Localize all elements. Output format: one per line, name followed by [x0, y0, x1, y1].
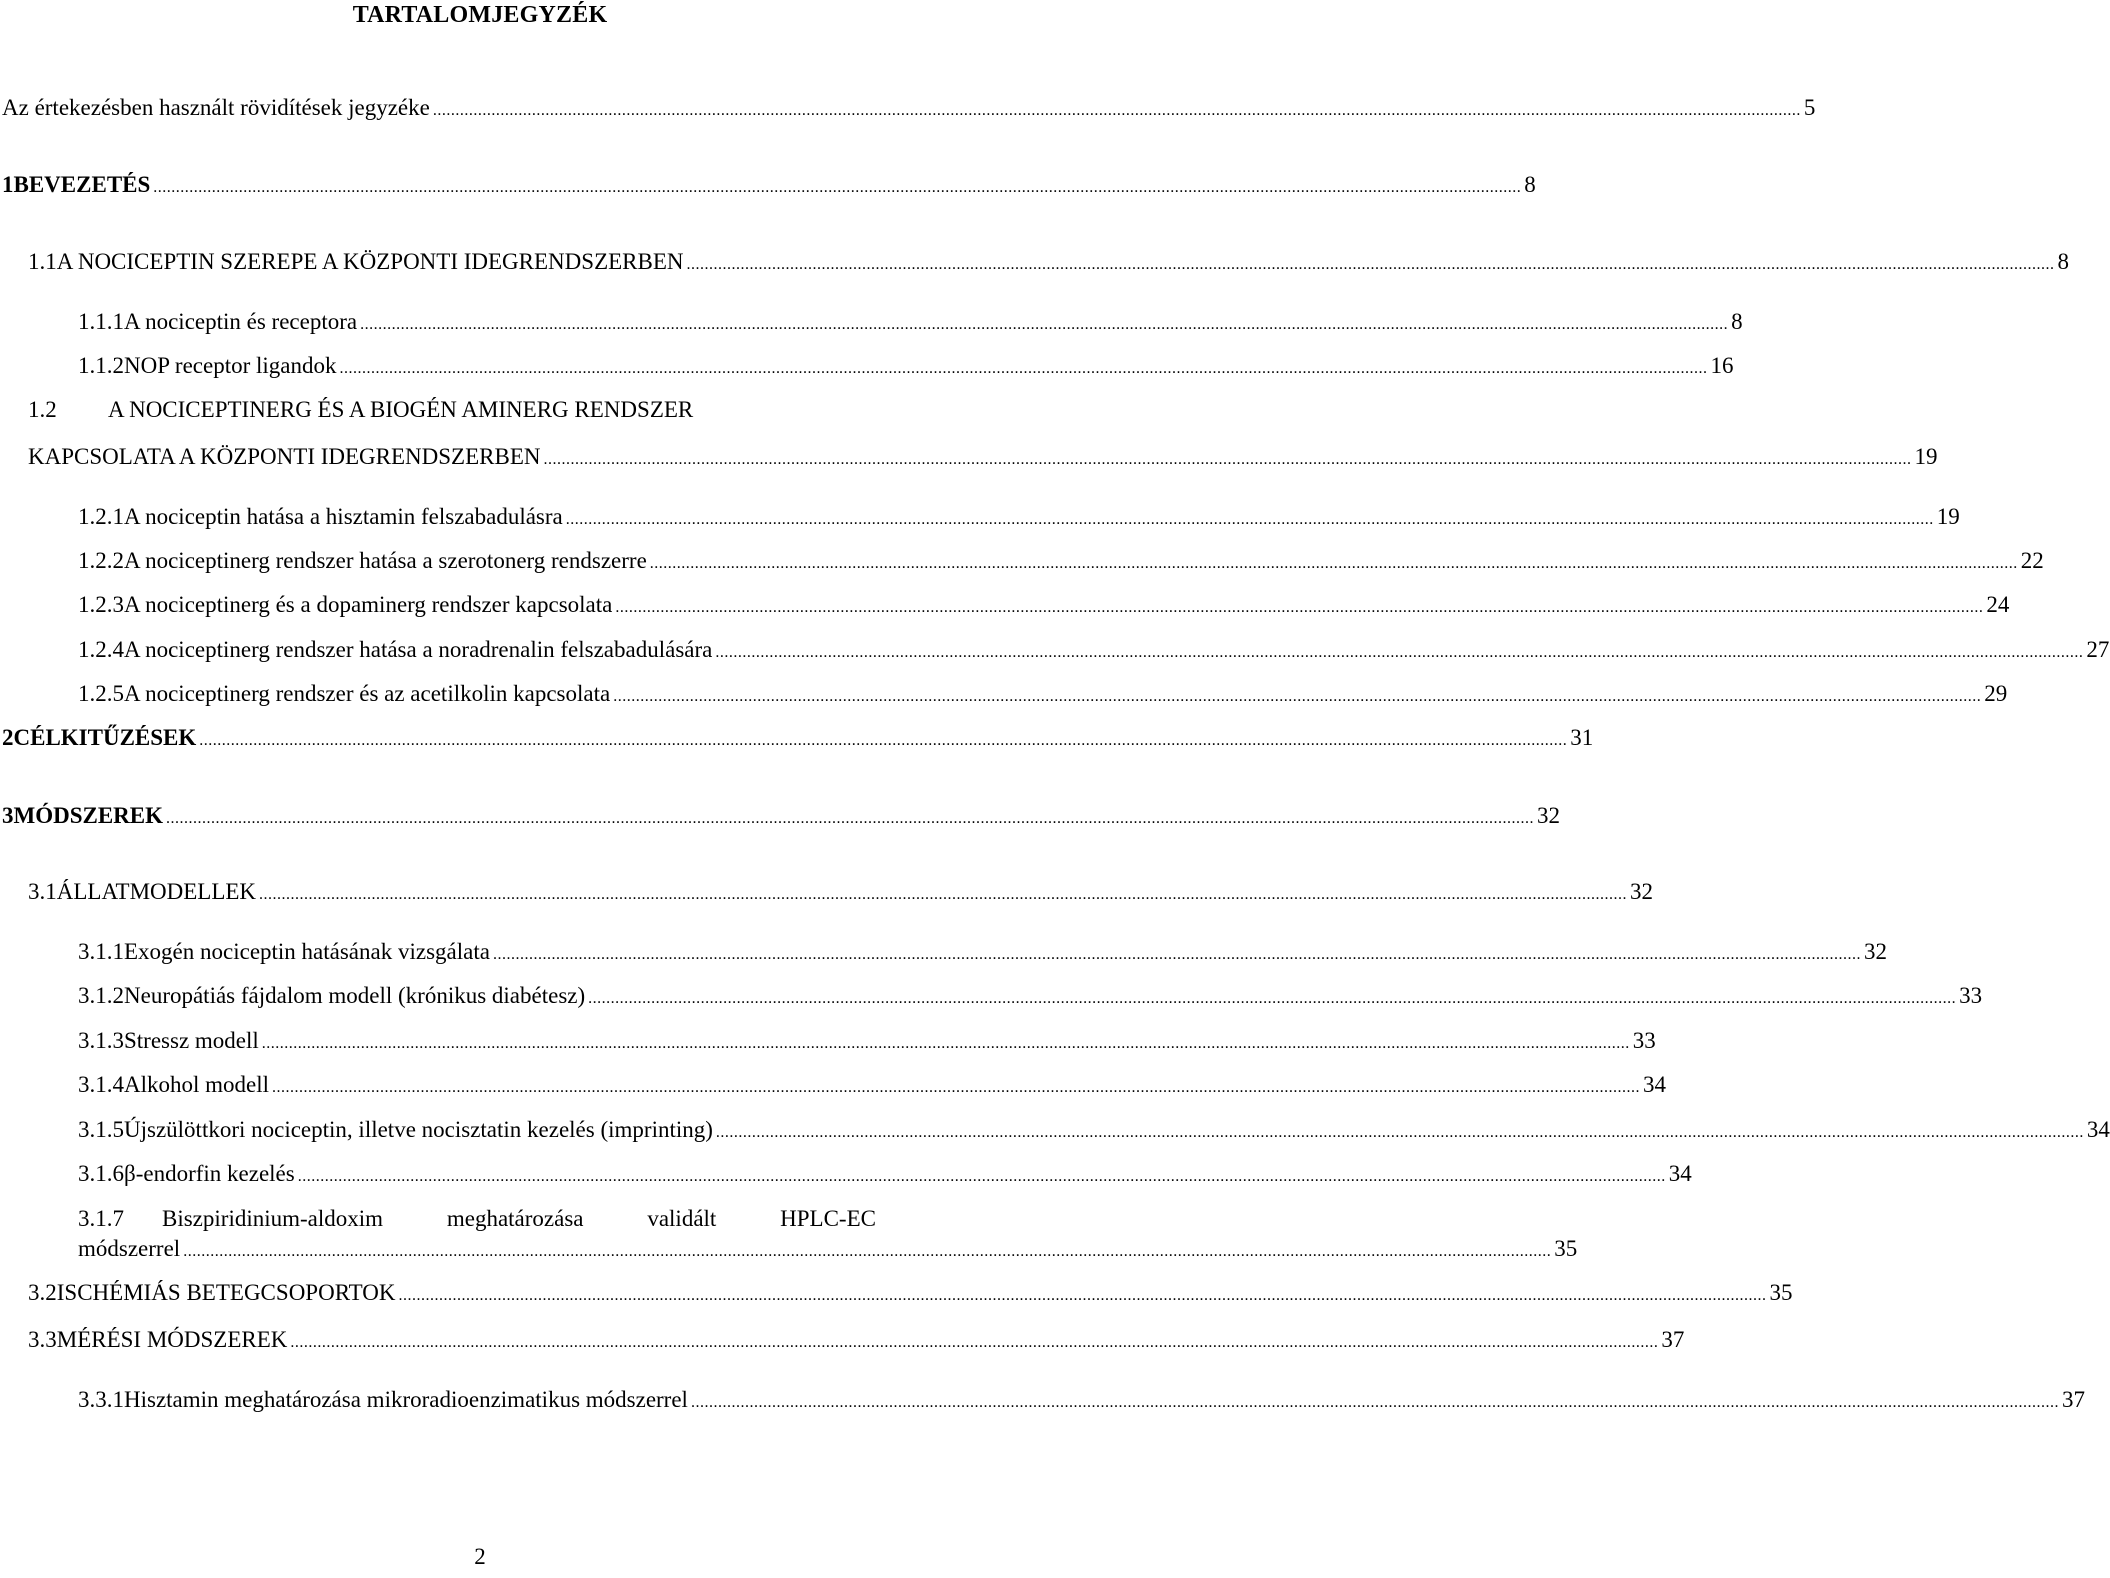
toc-entry-1-2-line2[interactable] — [28, 442, 1938, 472]
dot-leader — [399, 1281, 1767, 1311]
dot-leader — [153, 173, 1521, 203]
toc-entry-page: 5 — [1803, 95, 1816, 120]
toc-entry-page: 8 — [2057, 249, 2070, 274]
toc-entry-text: A nociceptin és receptora — [124, 309, 358, 334]
toc-entry-text: A NOCICEPTIN SZEREPE A KÖZPONTI IDEGRENDSZERBEN — [56, 249, 684, 274]
toc-entry-text: A nociceptin hatása a hisztamin felszabadulásra — [124, 504, 563, 529]
toc-entry-page: 33 — [1959, 983, 1983, 1008]
toc-entry-number: 1.1.2 — [78, 353, 124, 378]
toc-entry-number: 3.3.1 — [78, 1387, 124, 1412]
toc-entry-3-1-7-line2[interactable] — [78, 1234, 1578, 1264]
toc-entry-text: ISCHÉMIÁS BETEGCSOPORTOK — [56, 1280, 396, 1305]
toc-entry-abbreviations[interactable] — [2, 93, 1816, 123]
toc-entry-text: A nociceptinerg és a dopaminerg rendszer kapcsolata — [124, 592, 613, 617]
toc-entry-page: 32 — [1630, 879, 1654, 904]
toc-entry-number: 3.1.4 — [78, 1072, 124, 1097]
toc-entry-number: 3.1.7 — [78, 1206, 124, 1231]
toc-entry-number: 1.2 — [28, 397, 57, 422]
toc-entry-page: 31 — [1570, 725, 1594, 750]
toc-entry-2[interactable] — [2, 723, 1594, 753]
toc-entry-text: BEVEZETÉS — [13, 172, 151, 197]
toc-entry-page: 37 — [1661, 1327, 1685, 1352]
toc-entry-1[interactable] — [2, 170, 1536, 200]
dot-leader — [715, 638, 2083, 668]
toc-entry-page: 8 — [1524, 172, 1536, 197]
dot-leader — [613, 682, 1981, 712]
toc-entry-number: 3.3 — [28, 1327, 57, 1352]
toc-entry-1-2-1[interactable] — [78, 502, 1960, 532]
toc-entry-word: HPLC-EC — [780, 1206, 876, 1231]
toc-entry-text: A nociceptinerg rendszer hatása a szerotonerg rendszerre — [124, 548, 647, 573]
toc-entry-number: 3.1.6 — [78, 1161, 124, 1186]
dot-leader — [199, 726, 1567, 756]
toc-entry-page: 37 — [2061, 1387, 2085, 1412]
toc-entry-3-1-7-line1[interactable] — [78, 1204, 876, 1234]
toc-entry-text-justified — [162, 1204, 876, 1234]
toc-entry-1-2-5[interactable] — [78, 679, 2008, 709]
toc-entry-page: 34 — [1643, 1072, 1667, 1097]
toc-entry-3[interactable] — [2, 801, 1561, 831]
toc-entry-page: 35 — [1554, 1236, 1578, 1261]
toc-entry-3-1-1[interactable] — [78, 937, 1887, 967]
toc-entry-text: Alkohol modell — [124, 1072, 270, 1097]
toc-entry-text: Neuropátiás fájdalom modell (krónikus diabétesz) — [124, 983, 586, 1008]
toc-entry-1-2-2[interactable] — [78, 546, 2044, 576]
toc-entry-number: 3.1.3 — [78, 1028, 124, 1053]
dot-leader — [262, 1029, 1630, 1059]
toc-entry-1-2-line1[interactable] — [28, 395, 693, 425]
dot-leader — [360, 310, 1728, 340]
dot-leader — [290, 1328, 1658, 1358]
toc-entry-1-2-3[interactable] — [78, 590, 2010, 620]
toc-entry-page: 34 — [2086, 1117, 2110, 1142]
toc-entry-page: 34 — [1668, 1161, 1692, 1186]
toc-entry-page: 35 — [1769, 1280, 1793, 1305]
toc-entry-text: Stressz modell — [124, 1028, 259, 1053]
toc-entry-number: 1 — [2, 172, 14, 197]
toc-entry-text: NOP receptor ligandok — [124, 353, 337, 378]
toc-entry-number: 3 — [2, 803, 14, 828]
toc-entry-text: KAPCSOLATA A KÖZPONTI IDEGRENDSZERBEN — [28, 444, 541, 469]
dot-leader — [166, 804, 1534, 834]
toc-entry-3-3-1[interactable] — [78, 1385, 2085, 1415]
toc-entry-page: 24 — [1986, 592, 2010, 617]
toc-entry-number: 3.1.1 — [78, 939, 124, 964]
toc-entry-text: MÓDSZEREK — [13, 803, 164, 828]
toc-entry-number: 3.1.5 — [78, 1117, 124, 1142]
dot-leader — [566, 505, 1934, 535]
dot-leader — [259, 880, 1627, 910]
dot-leader — [272, 1073, 1640, 1103]
dot-leader — [691, 1388, 2059, 1418]
toc-entry-number: 3.1 — [28, 879, 57, 904]
toc-entry-number: 1.2.3 — [78, 592, 124, 617]
toc-entry-text: Az értekezésben használt rövidítések jegyzéke — [2, 95, 430, 120]
toc-entry-text: MÉRÉSI MÓDSZEREK — [56, 1327, 288, 1352]
toc-entry-3-2[interactable] — [28, 1278, 1793, 1308]
toc-entry-text: Újszülöttkori nociceptin, illetve nocisztatin kezelés (imprinting) — [124, 1117, 713, 1142]
toc-entry-number: 3.2 — [28, 1280, 57, 1305]
dot-leader — [687, 250, 2055, 280]
toc-entry-3-1-5[interactable] — [78, 1115, 2110, 1145]
dot-leader — [544, 445, 1912, 475]
toc-entry-1-1-2[interactable] — [78, 351, 1734, 381]
dot-leader — [493, 940, 1861, 970]
toc-title: TARTALOMJEGYZÉK — [352, 2, 608, 28]
toc-entry-text: β-endorfin kezelés — [124, 1161, 295, 1186]
toc-entry-word: Biszpiridinium-aldoxim — [162, 1206, 384, 1231]
toc-entry-number: 1.1 — [28, 249, 57, 274]
toc-entry-3-1-6[interactable] — [78, 1159, 1692, 1189]
toc-entry-page: 32 — [1863, 939, 1887, 964]
toc-entry-page: 8 — [1731, 309, 1743, 334]
dot-leader — [298, 1162, 1666, 1192]
toc-entry-3-1-4[interactable] — [78, 1070, 1667, 1100]
toc-entry-number: 1.2.2 — [78, 548, 124, 573]
toc-entry-page: 32 — [1537, 803, 1561, 828]
toc-entry-text: Hisztamin meghatározása mikroradioenzimatikus módszerrel — [124, 1387, 688, 1412]
toc-entry-text: Exogén nociceptin hatásának vizsgálata — [124, 939, 490, 964]
toc-entry-1-1[interactable] — [28, 247, 2070, 277]
toc-entry-number: 1.2.4 — [78, 637, 124, 662]
toc-entry-number: 1.1.1 — [78, 309, 124, 334]
toc-entry-page: 27 — [2086, 637, 2110, 662]
dot-leader — [183, 1237, 1551, 1267]
toc-entry-number: 2 — [2, 725, 14, 750]
toc-entry-1-1-1[interactable] — [78, 307, 1743, 337]
dot-leader — [716, 1118, 2084, 1148]
toc-entry-word: validált — [647, 1206, 717, 1231]
toc-entry-3-1-2[interactable] — [78, 981, 1983, 1011]
toc-entry-3-3[interactable] — [28, 1325, 1685, 1355]
toc-entry-text: ÁLLATMODELLEK — [56, 879, 257, 904]
dot-leader — [339, 354, 1707, 384]
toc-entry-number: 1.2.5 — [78, 681, 124, 706]
dot-leader — [588, 984, 1956, 1014]
toc-entry-page: 19 — [1936, 504, 1960, 529]
toc-entry-page: 33 — [1632, 1028, 1656, 1053]
page-number: 2 — [474, 1544, 486, 1569]
dot-leader — [433, 96, 1801, 126]
toc-entry-text: A nociceptinerg rendszer hatása a noradrenalin felszabadulására — [124, 637, 713, 662]
toc-entry-number: 3.1.2 — [78, 983, 124, 1008]
toc-entry-3-1-3[interactable] — [78, 1026, 1656, 1056]
dot-leader — [650, 549, 2018, 579]
toc-entry-number: 1.2.1 — [78, 504, 124, 529]
toc-entry-text: CÉLKITŰZÉSEK — [13, 725, 197, 750]
toc-entry-page: 22 — [2020, 548, 2044, 573]
toc-entry-word: meghatározása — [446, 1206, 584, 1231]
dot-leader — [615, 593, 1983, 623]
toc-entry-3-1[interactable] — [28, 877, 1654, 907]
toc-entry-page: 19 — [1914, 444, 1938, 469]
toc-entry-page: 16 — [1710, 353, 1734, 378]
toc-entry-text: módszerrel — [78, 1236, 181, 1261]
toc-entry-page: 29 — [1984, 681, 2008, 706]
toc-entry-text: A nociceptinerg rendszer és az acetilkolin kapcsolata — [124, 681, 611, 706]
toc-entry-1-2-4[interactable] — [78, 635, 2110, 665]
toc-entry-text: A NOCICEPTINERG ÉS A BIOGÉN AMINERG RENDSZER — [108, 397, 694, 422]
